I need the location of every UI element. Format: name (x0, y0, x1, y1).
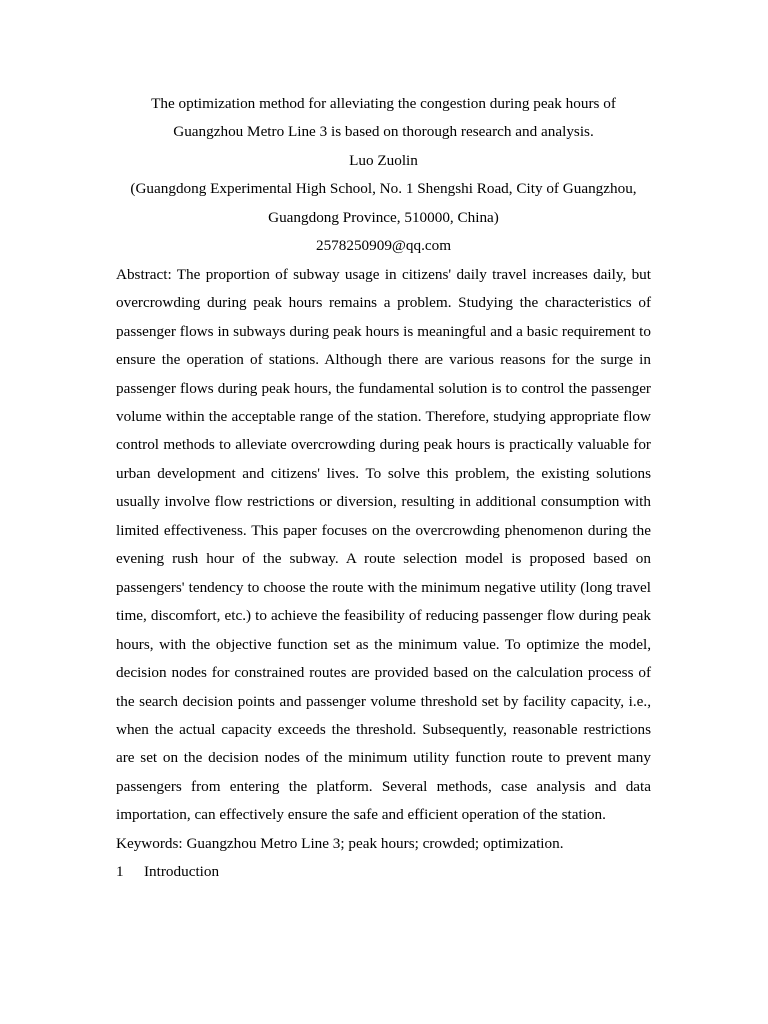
affiliation-line-2: Guangdong Province, 510000, China) (268, 208, 499, 226)
section-title: Introduction (144, 863, 220, 881)
affiliation-line-1: (Guangdong Experimental High School, No. 1 Shengshi Road, City of Guangzhou, (130, 180, 637, 198)
abstract-paragraph: Abstract: The proportion of subway usage in citizens' daily travel increases daily, but overcrowding during peak hours remains a problem. Studying the characteristics of passenger flows in subways during peak hours is meaningful and a basic requirement to ensure the operation of stations. Although there are various reasons for the surge in passenger flows during peak hours, the fundamental solution is to control the passenger volume within the acceptable range of the station. Therefore, studying appropriate flow control methods to alleviate overcrowding during peak hours is practically valuable for urban development and citizens' lives. To solve this problem, the existing solutions usually involve flow restrictions or diversion, resulting in additional consumption with limited effectiveness. This paper focuses on the overcrowding phenomenon during the evening rush hour of the subway. A route selection model is proposed based on passengers' tendency to choose the route with the minimum negative utility (long travel time, discomfort, etc.) to achieve the feasibility of reducing passenger flow during peak hours, with the objective function set as the minimum value. To optimize the model, decision nodes for constrained routes are provided based on the calculation process of the search decision points and passenger volume threshold set by facility capacity, i.e., when the actual capacity exceeds the threshold. Subsequently, reasonable restrictions are set on the decision nodes of the minimum utility function route to prevent many passengers from entering the platform. Several methods, case analysis and data importation, can effectively ensure the safe and efficient operation of the station. (116, 265, 651, 824)
title-line-2: Guangzhou Metro Line 3 is based on thorough research and analysis. (173, 123, 594, 141)
paper-title (116, 90, 651, 147)
affiliation (116, 175, 651, 232)
section-heading (116, 858, 651, 886)
author-line: Luo Zuolin (349, 151, 418, 169)
author-name (116, 147, 651, 175)
section-number: 1 (116, 863, 124, 881)
title-line-1: The optimization method for alleviating the congestion during peak hours of (151, 95, 616, 112)
author-email (116, 232, 651, 260)
keywords-line: Keywords: Guangzhou Metro Line 3; peak hours; crowded; optimization. (116, 834, 564, 852)
paper-page (116, 90, 651, 887)
email-line: 2578250909@qq.com (315, 237, 452, 255)
